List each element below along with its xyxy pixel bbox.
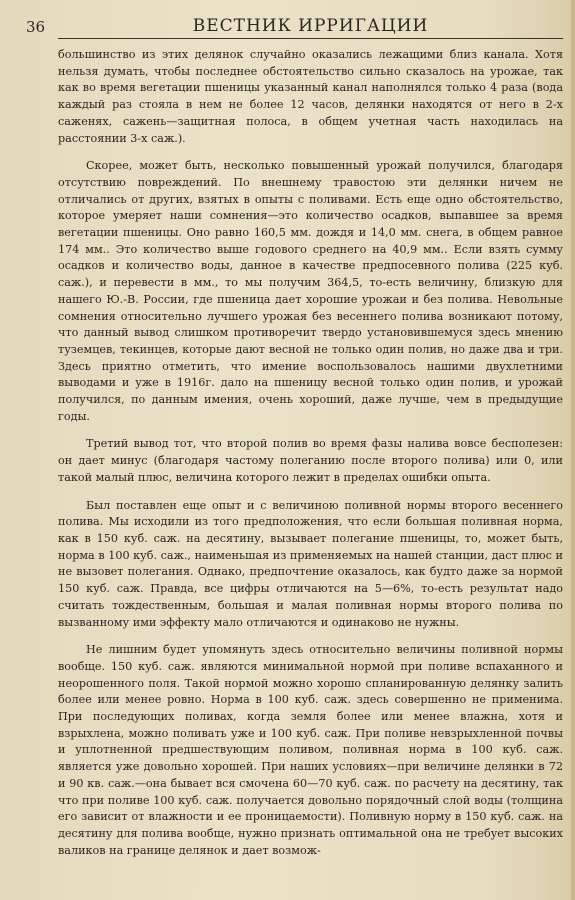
- page-edge: [571, 0, 575, 900]
- page-header: [26, 16, 563, 39]
- paragraph-2: Скорее, может быть, несколько повышенный урожай получился, благодаря отсутствию повреждений. По внешнему травостою эти делянки ничем не отличались от других, взятых в опыты с поливами. Есть еще одно обстоятельство, которое умеряет наши сомнения—это количество осадков, выпавшее за время вегетации пшеницы. Оно равно 160,5 мм. дождя и 14,0 мм. снега, в общем равное 174 мм.. Это количество выше годового среднего на 40,9 мм.. Если взять сумму осадков и количество воды, данное в качестве предпосевного полива (225 куб. саж.), и перевести в мм., то мы получим 364,5, то-есть величину, близкую для нашего Ю.-В. России, где пшеница дает хорошие урожаи и без полива. Невольные сомнения относительно лучшего урожая без весеннего полива возникают потому, что данный вывод слишком противоречит твердо установившемуся здесь мнению туземцев, текинцев, которые дают весной не только один полив, но даже два и три. Здесь приятно отметить, что имение воспользовалось нашими двухлетними выводами и уже в 1916г. дало на пшеницу весной только один полив, и урожай получился, по данным имения, очень хороший, даже лучше, чем в предыдущие годы.: [58, 159, 563, 423]
- paragraph-3: Третий вывод тот, что второй полив во время фазы налива вовсе бесполезен: он дает минус (благодаря частому полеганию после второго полива) или 0, или такой малый плюс, величина которого лежит в пределах ошибки опыта.: [58, 437, 563, 484]
- page-number: 36: [26, 18, 46, 36]
- paragraph-4: Был поставлен еще опыт и с величиною поливной нормы второго весеннего полива. Мы исходили из того предположения, что если большая поливная норма, как в 150 куб. саж. на десятину, вызывает полегание пшеницы, то, может быть, норма в 100 куб. саж., наименьшая из применяемых на нашей станции, даст плюс и не вызовет полегания. Однако, предпочтение оказалось, как будто даже за нормой 150 куб. саж. Правда, все цифры отличаются на 5—6%, то-есть результат надо считать тождественным, большая и малая поливная нормы второго полива по вызванному ими эффекту мало отличаются и одинаково не нужны.: [58, 498, 563, 629]
- paragraph-1: большинство из этих делянок случайно оказались лежащими близ канала. Хотя нельзя думать, чтобы последнее обстоятельство сильно сказалось на урожае, так как во время вегетации пшеницы указанный канал наполнялся только 4 раза (вода каждый раз стояла в нем не более 12 часов, делянки находятся от него в 2-х саженях, сажень—защитная полоса, в общем учетная часть находилась на расстоянии 3-х саж.).: [58, 48, 563, 145]
- paragraph-5: Не лишним будет упомянуть здесь относительно величины поливной нормы вообще. 150 куб. саж. являются минимальной нормой при поливе вспаханного и неорошенного поля. Такой нормой можно хорошо спланированную делянку залить более или менее ровно. Норма в 100 куб. саж. здесь совершенно не применима. При последующих поливах, когда земля более или менее влажна, хотя и взрыхлена, можно поливать уже и 100 куб. саж. При поливе невзрыхленной почвы и уплотненной предшествующим поливом, поливная норма в 100 куб. саж. является уже довольно хорошей. При наших условиях—при величине делянки в 72 и 90 кв. саж.—она бывает вся смочена 60—70 куб. саж. по расчету на десятину, так что при поливе 100 куб. саж. получается довольно порядочный слой воды (толщина его зависит от влажности и ее проницаемости). Поливную норму в 150 куб. саж. на десятину для полива вообще, нужно признать оптимальной она не требует высоких валиков на границе делянок и дает возмож-: [58, 643, 563, 857]
- journal-title: ВЕСТНИК ИРРИГАЦИИ: [192, 16, 429, 36]
